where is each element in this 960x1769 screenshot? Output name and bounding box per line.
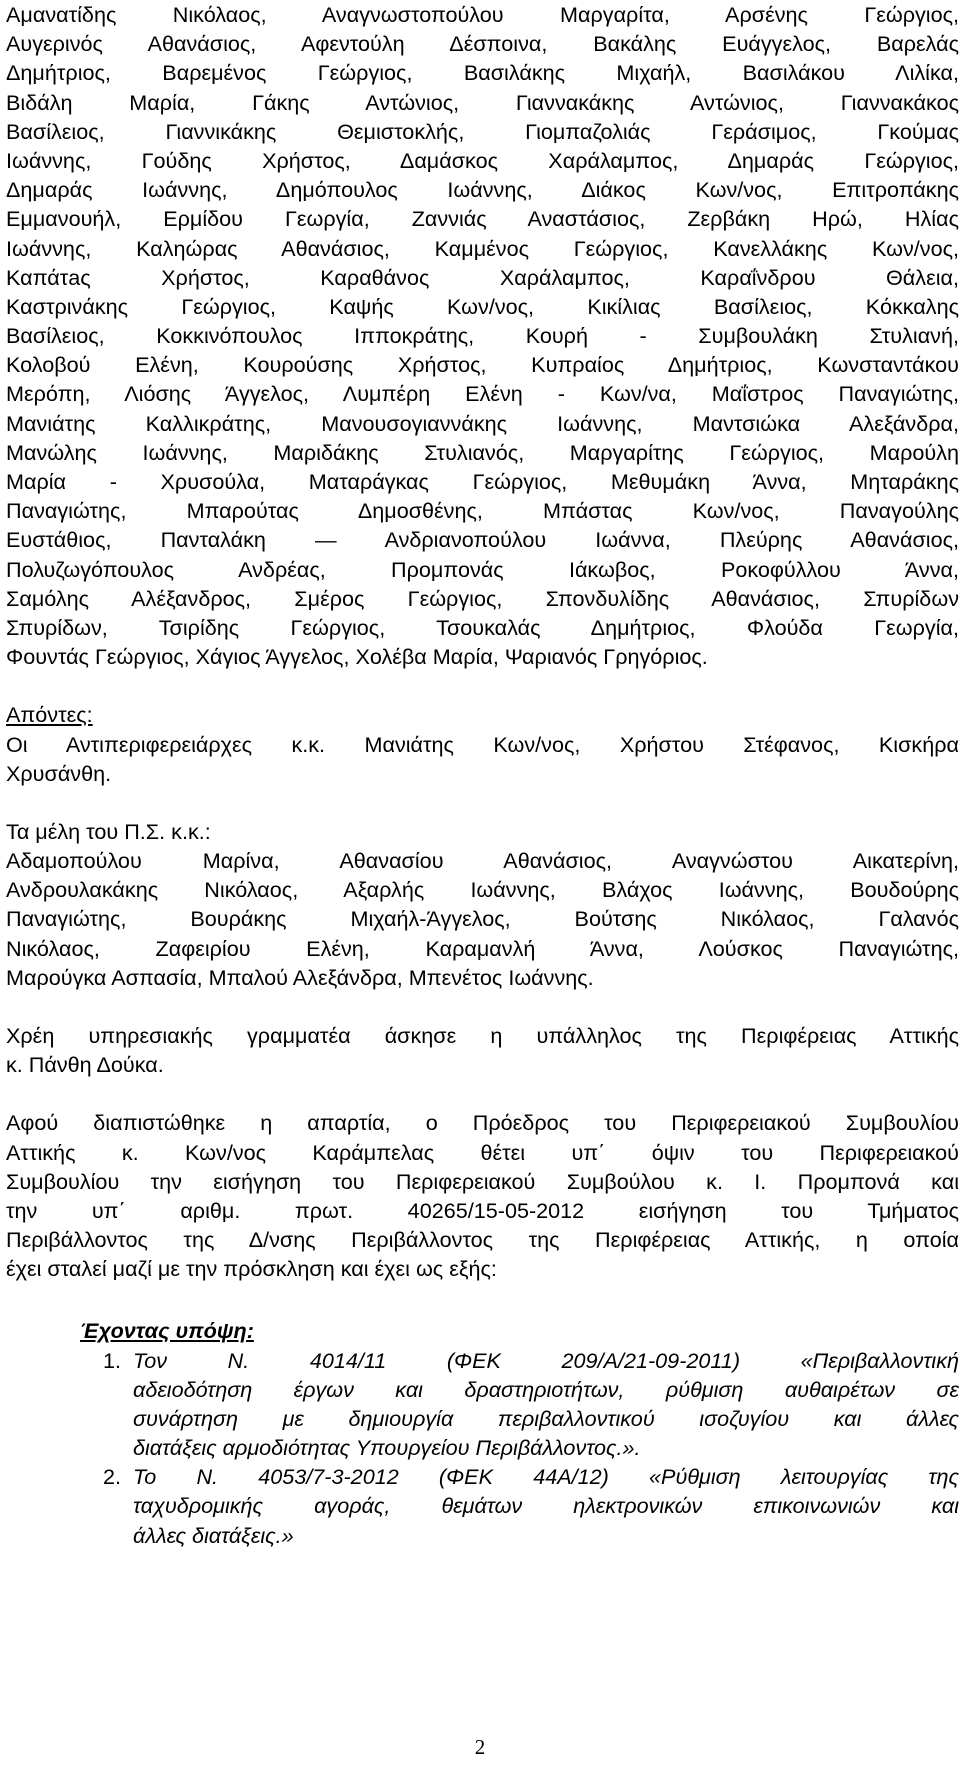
text-line: Βιδάλη Μαρία, Γάκης Αντώνιος, Γιαννακάκης Αντώνιος, Γιαννακάκος [6, 89, 959, 115]
text-line: Παναγιώτης, Βουράκης Μιχαήλ-Άγγελος, Βούτσης Νικόλαος, Γαλανός [6, 906, 959, 932]
secretary-paragraph [6, 1021, 959, 1079]
reference-item [6, 1346, 959, 1463]
text-line: συνάρτηση με δημιουργία περιβαλλοντικού ισοζυγίου και άλλες [133, 1405, 959, 1431]
text-line: Νικόλαος, Ζαφειρίου Ελένη, Καραμανλή Άννα, Λούσκος Παναγιώτης, [6, 935, 959, 961]
text-line: έχει σταλεί μαζί με την πρόσκληση και έχει ως εξής: [6, 1256, 497, 1282]
board-members-heading: Τα μέλη του Π.Σ. κ.κ.: [6, 818, 211, 844]
text-line: Οι Αντιπεριφερειάρχες κ.κ. Μανιάτης Κων/νος, Χρήστου Στέφανος, Κισκήρα [6, 731, 959, 757]
text-line: Καπάτaς Χρήστος, Καραθάνος Χαράλαμπος, Καραΐνδρου Θάλεια, [6, 264, 959, 290]
text-line: Ευστάθιος, Πανταλάκη — Ανδριανοπούλου Ιωάννα, Πλεύρης Αθανάσιος, [6, 527, 959, 553]
text-line: Παναγιώτης, Μπαρούτας Δημοσθένης, Μπάστας Κων/νος, Παναγούλης [6, 498, 959, 524]
absent-section [6, 700, 959, 788]
page-number: 2 [474, 1735, 486, 1759]
text-line: Ανδρουλακάκης Νικόλαος, Αξαρλής Ιωάννης, Βλάχος Ιωάννης, Βουδούρης [6, 877, 959, 903]
text-line: Μανώλης Ιωάννης, Μαριδάκης Στυλιανός, Μαργαρίτης Γεώργιος, Μαρούλη [6, 439, 959, 465]
reference-item [6, 1462, 959, 1550]
text-line: Μανιάτης Καλλικράτης, Μανουσογιαννάκης Ιωάννης, Μαντσιώκα Αλεξάνδρα, [6, 410, 959, 436]
text-line: Αμανατίδης Νικόλαος, Αναγνωστοπούλου Μαργαρίτα, Αρσένης Γεώργιος, [6, 2, 959, 27]
text-line: Εμμανουήλ, Ερμίδου Γεωργία, Ζαννιάς Αναστάσιος, Ζερβάκη Ηρώ, Ηλίας [6, 206, 959, 232]
text-line: κ. Πάνθη Δούκα. [6, 1052, 164, 1078]
text-line: Χρέη υπηρεσιακής γραμματέα άσκησε η υπάλληλος της Περιφέρειας Αττικής [6, 1023, 959, 1048]
text-line: Μαρούγκα Ασπασία, Μπαλού Αλεξάνδρα, Μπενέτος Ιωάννης. [6, 964, 594, 990]
text-line: Τον Ν. 4014/11 (ΦΕΚ 209/Α/21-09-2011) «Περιβαλλοντική [133, 1347, 959, 1373]
text-line: Κολοβού Ελένη, Κουρούσης Χρήστος, Κυπραίος Δημήτριος, Κωνσταντάκου [6, 352, 959, 378]
text-line: Αυγερινός Αθανάσιος, Αφεντούλη Δέσποινα, Βακάλης Ευάγγελος, Βαρελάς [6, 31, 959, 57]
text-line: Σπυρίδων, Τσιρίδης Γεώργιος, Τσουκαλάς Δημήτριος, Φλούδα Γεωργία, [6, 614, 959, 640]
text-line: Ιωάννης, Γούδης Χρήστος, Δαμάσκος Χαράλαμπος, Δημαράς Γεώργιος, [6, 147, 959, 173]
text-line: Χρυσάνθη. [6, 760, 112, 786]
text-line: Βασίλειος, Κοκκινόπουλος Ιπποκράτης, Κουρή - Συμβουλάκη Στυλιανή, [6, 323, 959, 349]
text-line: Το Ν. 4053/7-3-2012 (ΦΕΚ 44Α/12) «Ρύθμιση λειτουργίας της [133, 1464, 959, 1490]
text-line: Μερόπη, Λιόσης Άγγελος, Λυμπέρη Ελένη - Κων/να, Μαΐστρος Παναγιώτης, [6, 381, 959, 407]
text-line: άλλες διατάξεις.» [133, 1522, 294, 1548]
considering-heading: Έχοντας υπόψη: [80, 1317, 254, 1343]
text-line: Καστρινάκης Γεώργιος, Καψής Κων/νος, Κικίλιας Βασίλειος, Κόκκαλης [6, 293, 959, 319]
attendees-paragraph [6, 0, 959, 671]
text-line: Βασίλειος, Γιαννικάκης Θεμιστοκλής, Γιομπαζολιάς Γεράσιμος, Γκούμας [6, 118, 959, 144]
document-page [6, 0, 959, 1550]
text-line: αδειοδότηση έργων και δραστηριοτήτων, ρύθμιση αυθαιρέτων σε [133, 1376, 959, 1402]
text-line: την υπ΄ αριθμ. πρωτ. 40265/15-05-2012 εισήγηση του Τμήματος [6, 1197, 959, 1223]
text-line: Δημαράς Ιωάννης, Δημόπουλος Ιωάννης, Διάκος Κων/νος, Επιτροπάκης [6, 177, 959, 203]
absent-heading: Απόντες: [6, 702, 93, 728]
text-line: Συμβουλίου την εισήγηση του Περιφερειακού Συμβούλου κ. Ι. Προμπονά και [6, 1168, 959, 1194]
text-line: Δημήτριος, Βαρεμένος Γεώργιος, Βασιλάκης Μιχαήλ, Βασιλάκου Λιλίκα, [6, 60, 959, 86]
board-members-section [6, 817, 959, 992]
reference-number: 1. [103, 1347, 122, 1373]
text-line: ταχυδρομικής αγοράς, θεμάτων ηλεκτρονικών επικοινωνιών και [133, 1493, 959, 1519]
text-line: Μαρία - Χρυσούλα, Ματαράγκας Γεώργιος, Μεθυμάκη Άννα, Μηταράκης [6, 469, 959, 494]
text-line: Αφού διαπιστώθηκε η απαρτία, ο Πρόεδρος του Περιφερειακού Συμβουλίου [6, 1110, 959, 1136]
text-line: Αττικής κ. Κων/νος Καράμπελας θέτει υπ΄ όψιν του Περιφερειακού [6, 1139, 959, 1165]
text-line: Πολυζωγόπουλος Ανδρέας, Προμπονάς Ιάκωβος, Ροκοφύλλου Άννα, [6, 556, 959, 582]
reference-number: 2. [103, 1464, 122, 1490]
quorum-paragraph [6, 1108, 959, 1283]
text-line: Σαμόλης Αλέξανδρος, Σμέρος Γεώργιος, Σπονδυλίδης Αθανάσιος, Σπυρίδων [6, 585, 959, 611]
text-line: Ιωάννης, Καληώρας Αθανάσιος, Καμμένος Γεώργιος, Κανελλάκης Κων/νος, [6, 235, 959, 261]
text-line: διατάξεις αρμοδιότητας Υπουργείου Περιβάλλοντος.». [133, 1435, 641, 1461]
text-line: Αδαμοπούλου Μαρίνα, Αθανασίου Αθανάσιος, Αναγνώστου Αικατερίνη, [6, 848, 959, 874]
text-line: Περιβάλλοντος της Δ/νσης Περιβάλλοντος της Περιφέρειας Αττικής, η οποία [6, 1227, 959, 1253]
text-line: Φουντάς Γεώργιος, Χάγιος Άγγελος, Χολέβα Μαρία, Ψαριανός Γρηγόριος. [6, 644, 708, 670]
references-list [6, 1346, 959, 1550]
